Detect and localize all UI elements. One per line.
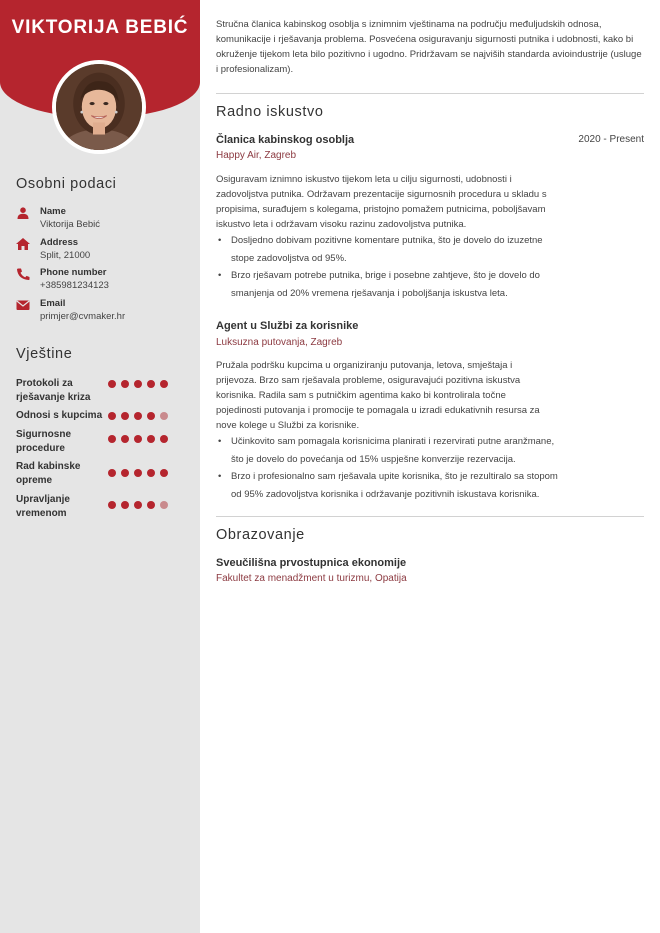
education-degree: Sveučilišna prvostupnica ekonomije xyxy=(216,557,407,569)
avatar xyxy=(52,60,146,154)
achievement-item: • Dosljedno dobivam pozitivne komentare putnika, što je dovelo do izuzetne stope zadovoljstva od 95%. xyxy=(216,232,561,267)
rating-dot-filled xyxy=(147,501,155,509)
contact-value: Viktorija Bebić xyxy=(40,219,101,230)
sidebar xyxy=(0,0,200,933)
contact-name xyxy=(16,206,191,236)
rating-dot-filled xyxy=(160,380,168,388)
skill-name: Odnosi s kupcima xyxy=(16,410,103,421)
job-title: Članica kabinskog osoblja xyxy=(216,134,355,146)
rating-dot-filled xyxy=(121,380,129,388)
job-achievements xyxy=(216,433,561,503)
rating-dot-filled xyxy=(108,380,116,388)
phone-icon xyxy=(16,268,30,280)
rating-dot-empty xyxy=(160,501,168,509)
contact-address xyxy=(16,237,191,267)
rating-dot-filled xyxy=(134,435,142,443)
person-icon xyxy=(16,207,30,219)
contact-value[interactable]: primjer@cvmaker.hr xyxy=(40,311,126,322)
job-company: Luksuzna putovanja, Zagreb xyxy=(216,337,343,348)
rating-dot-filled xyxy=(108,412,116,420)
personal-section-title: Osobni podaci xyxy=(16,176,117,192)
candidate-name: VIKTORIJA BEBIĆ xyxy=(11,17,189,38)
job-description: Pružala podršku kupcima u organiziranju putovanja, letova, smještaja i prijevoza. Brzo sam rješavala probleme, osiguravajući pozitivna iskustva korisnika. Radila sam s putničkim agentima kako bi kontrolirala točne pojedinosti putovanja i promocije te pomagala u izradi edukativnih resursa za nove kolege u Službi za korisnike. xyxy=(216,360,540,431)
job-description: Osiguravam iznimno iskustvo tijekom leta u cilju sigurnosti, udobnosti i zadovoljstva putnika. Održavam prezentacije sigurnosnih procedura u skladu s propisima, surađujem s kolegama, pristojno pomažem putnicima, poboljšavam iskustvo leta i održavam visoku razinu zadovoljstva putnika. xyxy=(216,174,547,230)
divider xyxy=(216,516,644,517)
job-company: Happy Air, Zagreb xyxy=(216,150,297,161)
rating-dot-filled xyxy=(160,435,168,443)
contact-value: Split, 21000 xyxy=(40,250,91,261)
job-achievements xyxy=(216,232,561,302)
skill-name: Sigurnosne procedure xyxy=(16,429,72,454)
portrait-photo xyxy=(56,64,142,150)
rating-dot-filled xyxy=(121,412,129,420)
rating-dot-filled xyxy=(108,501,116,509)
contact-label: Name xyxy=(40,206,66,217)
rating-dot-filled xyxy=(147,435,155,443)
achievement-item: • Brzo i profesionalno sam rješavala upite korisnika, što je rezultiralo sa stopom od 95% zadovoljstva korisnika i održavanje pozitivnih iskustava korisnika. xyxy=(216,468,561,503)
rating-dot-filled xyxy=(121,435,129,443)
contact-label: Phone number xyxy=(40,267,107,278)
education-school: Fakultet za menadžment u turizmu, Opatija xyxy=(216,573,407,584)
skills-section-title: Vještine xyxy=(16,346,73,362)
rating-dot-filled xyxy=(134,412,142,420)
skill-name: Rad kabinske opreme xyxy=(16,461,81,486)
rating-dot-filled xyxy=(108,435,116,443)
envelope-icon xyxy=(16,299,30,311)
contact-phone xyxy=(16,267,191,297)
home-icon xyxy=(16,238,30,250)
achievement-item: • Brzo rješavam potrebe putnika, brige i posebne zahtjeve, što je dovelo do smanjenja od 20% vremena rješavanja i poboljšanja iskustva leta. xyxy=(216,267,561,302)
rating-dot-filled xyxy=(147,469,155,477)
rating-dot-empty xyxy=(160,412,168,420)
divider xyxy=(216,93,644,94)
experience-section-title: Radno iskustvo xyxy=(216,104,324,120)
achievement-item: • Učinkovito sam pomagala korisnicima planirati i rezervirati putne aranžmane, što je dovelo do povećanja od 15% uspješne konverzije rezervacija. xyxy=(216,433,561,468)
rating-dot-filled xyxy=(160,469,168,477)
contact-email xyxy=(16,298,191,328)
rating-dot-filled xyxy=(147,380,155,388)
education-section-title: Obrazovanje xyxy=(216,527,305,543)
rating-dot-filled xyxy=(121,469,129,477)
rating-dot-filled xyxy=(147,412,155,420)
job-date: 2020 - Present xyxy=(578,134,644,145)
rating-dot-filled xyxy=(134,501,142,509)
contact-label: Email xyxy=(40,298,66,309)
skill-name: Upravljanje vremenom xyxy=(16,494,70,519)
rating-dot-filled xyxy=(134,469,142,477)
skill-name: Protokoli za rješavanje kriza xyxy=(16,378,91,403)
rating-dot-filled xyxy=(121,501,129,509)
rating-dot-filled xyxy=(134,380,142,388)
contact-value[interactable]: +385981234123 xyxy=(40,280,109,291)
rating-dot-filled xyxy=(108,469,116,477)
contact-label: Address xyxy=(40,237,79,248)
profile-summary: Stručna članica kabinskog osoblja s iznimnim vještinama na području međuljudskih odnosa, komunikacije i rješavanja problema. Posvećena osiguravanju sigurnosti putnika i udobnosti, kako bi okruženje tijekom leta bilo pozitivno i ugodno. Pridržavam se najviših standarda avioindustrije (usluge i profesionalizam). xyxy=(216,19,642,75)
job-title: Agent u Službi za korisnike xyxy=(216,320,359,332)
